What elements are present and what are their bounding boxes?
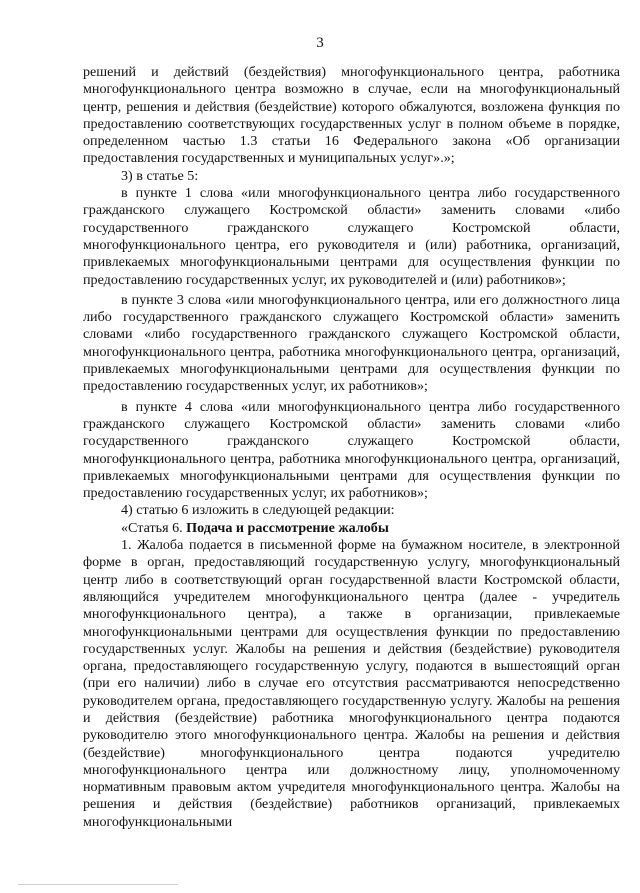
- paragraph-point-1: в пункте 1 слова «или многофункционального центра либо государственного гражданского служащего Костромской области» заменить словами «либо государственного гражданского служащего Костромской области, многофункционального центра, его руководителя и (или) работника, организаций, привлекаемых многофункциональными центрами для осуществления функции по предоставлению государственных услуг, их руководителей и (или) работников»;: [83, 185, 620, 288]
- article-paragraph-1: 1. Жалоба подается в письменной форме на бумажном носителе, в электронной форме в орган, предоставляющий государственную услугу, многофункциональный центр либо в соответствующий орган государственной власти Костромской области, являющийся учредителем многофункционального центра (далее - учредитель многофункционального центра), а также в организации, привлекаемые многофункциональными центрами для осуществления функции по предоставлению государственных услуг. Жалобы на решения и действия (бездействие) руководителя органа, предоставляющего государственную услугу, подаются в вышестоящий орган (при его наличии) либо в случае его отсутствия рассматриваются непосредственно руководителем органа, предоставляющего государственную услугу. Жалобы на решения и действия (бездействие) работника многофункционального центра подаются руководителю этого многофункционального центра. Жалобы на решения и действия (бездействие) многофункционального центра подаются учредителю многофункционального центра или должностному лицу, уполномоченному нормативным правовым актом учредителя многофункционального центра. Жалобы на решения и действия (бездействие) работников организаций, привлекаемых многофункциональными: [83, 537, 620, 830]
- paragraph-item-4: 4) статью 6 изложить в следующей редакции:: [121, 502, 395, 519]
- article-heading-title: Подача и рассмотрение жалобы: [186, 519, 389, 536]
- document-body: [83, 64, 620, 831]
- paragraph-point-3: в пункте 3 слова «или многофункционального центра, или его должностного лица либо государственного гражданского служащего Костромской области» заменить словами «либо государственного гражданского служащего Костромской области, многофункционального центра, работника многофункционального центра, организаций, привлекаемых многофункциональными центрами для осуществления функции по предоставлению государственных услуг, их работников»;: [83, 291, 620, 395]
- scan-edge-line: [18, 884, 178, 885]
- article-heading-prefix: «Статья 6.: [121, 519, 187, 536]
- paragraph-point-4: в пункте 4 слова «или многофункционального центра либо государственного гражданского служащего Костромской области» заменить словами «либо государственного гражданского служащего Костромской области, многофункционального центра, работника многофункционального центра, организаций, привлекаемых многофункциональными центрами для осуществления функции по предоставлению государственных услуг, их работников»;: [83, 398, 620, 502]
- paragraph-item-3: 3) в статье 5:: [121, 167, 199, 184]
- article-heading: [83, 520, 620, 537]
- paragraph-continuation: решений и действий (бездействия) многофункционального центра, работника многофункционального центра возможно в случае, если на многофункциональный центр, решения и действия (бездействие) которого обжалуются, возложена функция по предоставлению соответствующих государственных услуг в полном объеме в порядке, определенном частью 1.3 статьи 16 Федерального закона «Об организации предоставления государственных и муниципальных услуг».»;: [83, 64, 620, 167]
- page-number: 3: [316, 35, 324, 51]
